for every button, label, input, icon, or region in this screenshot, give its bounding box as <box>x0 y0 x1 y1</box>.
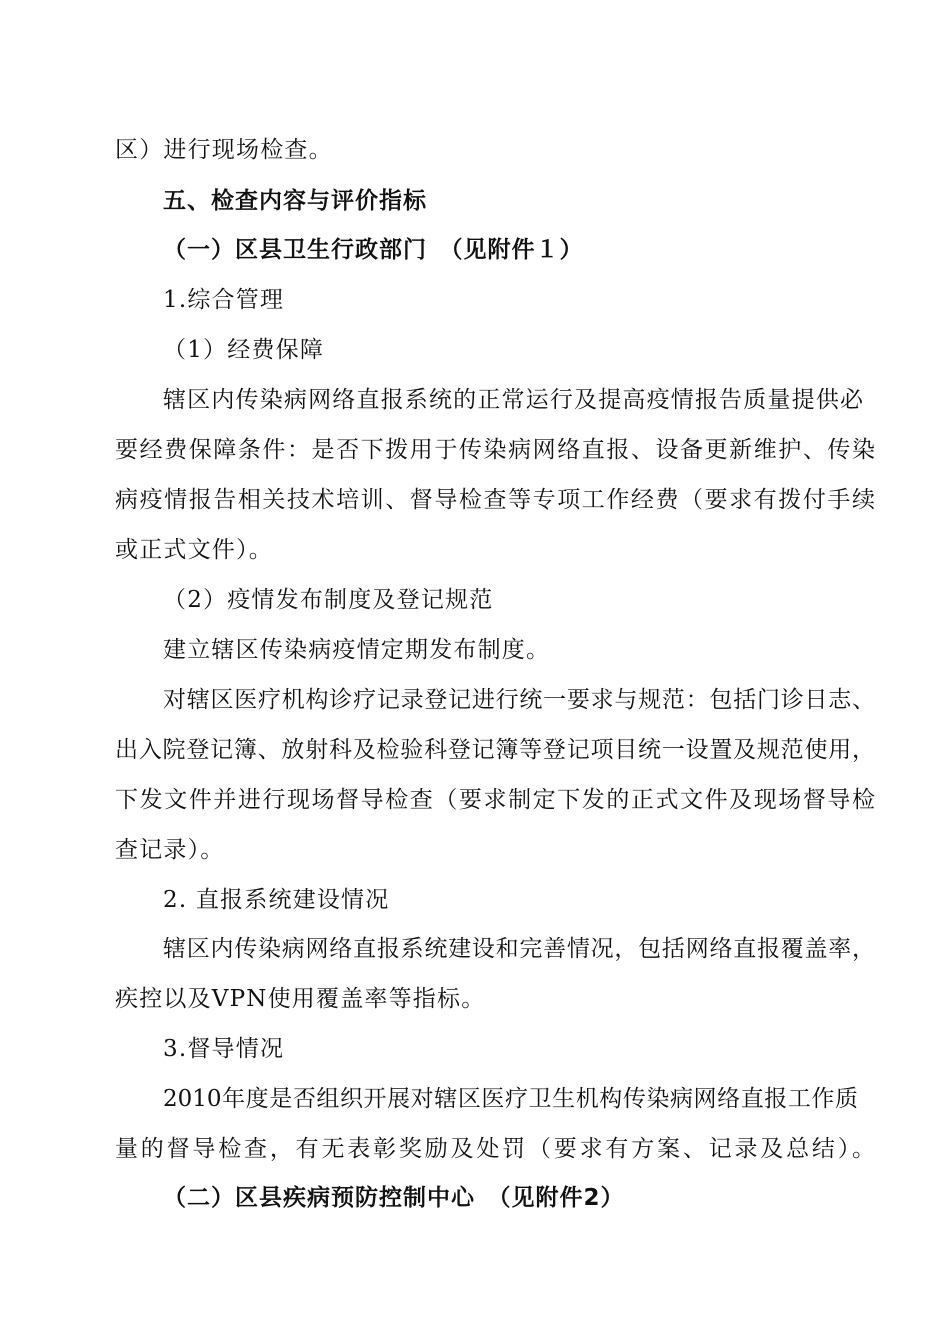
paragraph-line: 要经费保障条件：是否下拨用于传染病网络直报、设备更新维护、传染 <box>115 437 875 463</box>
subsection-heading: （二）区县疾病预防控制中心 （见附件2） <box>163 1185 625 1211</box>
item-heading: 2. 直报系统建设情况 <box>163 887 390 913</box>
subsection-heading: （一）区县卫生行政部门 （见附件１） <box>163 237 584 263</box>
paragraph-line: 量的督导检查，有无表彰奖励及处罚（要求有方案、记录及总结）。 <box>115 1136 875 1162</box>
section-heading: 五、检查内容与评价指标 <box>163 188 427 214</box>
paragraph-line: 下发文件并进行现场督导检查（要求制定下发的正式文件及现场督导检 <box>115 787 875 813</box>
paragraph-line: 对辖区医疗机构诊疗记录登记进行统一要求与规范：包括门诊日志、 <box>163 687 875 713</box>
item-heading: 3.督导情况 <box>163 1036 285 1062</box>
item-heading: 1.综合管理 <box>163 287 285 313</box>
paragraph-line: 疾控以及VPN使用覆盖率等指标。 <box>115 986 486 1012</box>
paragraph-line: 2010年度是否组织开展对辖区医疗卫生机构传染病网络直报工作质 <box>163 1086 858 1112</box>
paragraph-line: 建立辖区传染病疫情定期发布制度。 <box>163 637 551 663</box>
paragraph-line: 辖区内传染病网络直报系统建设和完善情况，包括网络直报覆盖率， <box>163 936 875 962</box>
paragraph-line: 病疫情报告相关技术培训、督导检查等专项工作经费（要求有拨付手续 <box>115 487 875 513</box>
paragraph-line: 查记录）。 <box>115 837 225 863</box>
text-line: 区）进行现场检查。 <box>115 137 333 163</box>
sub-item-heading: （1）经费保障 <box>163 337 325 363</box>
paragraph-line: 或正式文件）。 <box>115 537 273 563</box>
paragraph-line: 出入院登记簿、放射科及检验科登记簿等登记项目统一设置及规范使用， <box>115 737 875 763</box>
sub-item-heading: （2）疫情发布制度及登记规范 <box>163 587 494 613</box>
paragraph-line: 辖区内传染病网络直报系统的正常运行及提高疫情报告质量提供必 <box>163 387 863 413</box>
